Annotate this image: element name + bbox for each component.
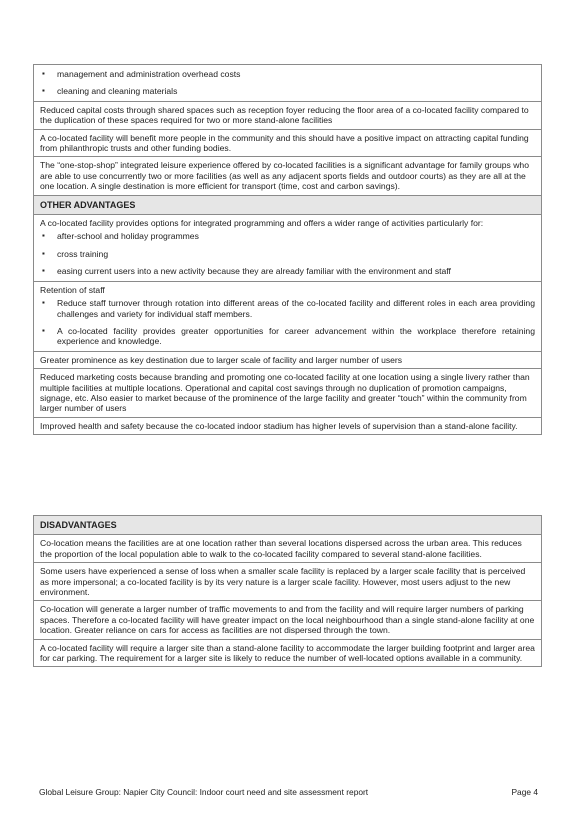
bullet-list (40, 231, 535, 276)
table-row (34, 563, 541, 601)
bullet-list (40, 69, 535, 97)
table-row (34, 418, 541, 434)
paragraph: The “one-stop-shop” integrated leisure experience offered by co-located facilities is a significant advantage for family groups who are able to use concurrently two or more facilities (as well as any adjacent sports fields and outdoor courts) as they are all at the one location. A single destination is more efficient for transport (time, cost and carbon savings). (40, 160, 529, 192)
paragraph: A co-located facility will require a larger site than a stand-alone facility to accommodate the larger building footprint and larger area for car parking. The requirement for a larger site is likely to reduce the number of well-located options available in a community. (40, 642, 535, 664)
paragraph: Co-location means the facilities are at one location rather than several locations dispersed across the urban area. This reduces the proportion of the local population able to walk to the co-located facility compared to several stand-alone facilities. (40, 538, 522, 559)
list-item: ▪ cleaning and cleaning materials (40, 86, 535, 96)
retention-cell (34, 282, 541, 352)
disadvantages-table (33, 515, 542, 667)
table-row (34, 640, 541, 667)
paragraph: A co-located facility will benefit more people in the community and this should have a positive impact on attracting capital funding from philanthropic trusts and other funding bodies. (40, 132, 529, 154)
table-row (34, 352, 541, 369)
list-item: ▪ Reduce staff turnover through rotation into different areas of the co-located facility and different roles in each area providing challenges and variety for individual staff members. (40, 298, 535, 319)
advantages-table (33, 64, 542, 435)
paragraph: Reduced capital costs through shared spaces such as reception foyer reducing the floor area of a co-located facility compared to the duplication of these spaces required for two or more stand-alone facilities (40, 104, 529, 126)
list-item: ▪ management and administration overhead costs (40, 69, 535, 79)
table-row (34, 369, 541, 418)
paragraph: Greater prominence as key destination due to larger scale of facility and larger number of users (40, 354, 403, 365)
list-item: ▪ A co-located facility provides greater opportunities for career advancement within the workplace therefore retaining experience and knowledge. (40, 326, 535, 347)
page-footer (39, 787, 538, 797)
paragraph: Reduced marketing costs because branding and promoting one co-located facility at one location using a single livery rather than multiple facilities at multiple locations. Operational and capital cost savings through no duplication of promotion campaigns, signage, etc. Also easier to market because of the prominence of the large facility and greater “touch” within the community from larger number of users (40, 372, 530, 414)
list-item: ▪ after-school and holiday programmes (40, 231, 535, 241)
paragraph: A co-located facility provides options for integrated programming and offers a wider range of activities particularly for: (40, 218, 484, 229)
table-row (34, 102, 541, 130)
paragraph: Some users have experienced a sense of loss when a smaller scale facility is replaced by a larger scale facility that is perceived as more impersonal; a co-located facility is by its very nature is a larger scale facility. However, most users adjust to the new environment. (40, 566, 526, 598)
top-bullets-cell (34, 65, 541, 102)
table-row (34, 157, 541, 195)
table-row (34, 601, 541, 639)
bullet-list (40, 298, 535, 347)
other-advantages-heading: OTHER ADVANTAGES (34, 196, 541, 215)
table-row (34, 130, 541, 158)
paragraph: Retention of staff (40, 284, 105, 295)
paragraph: Improved health and safety because the co-located indoor stadium has higher levels of supervision than a stand-alone facility. (40, 420, 518, 431)
paragraph: Co-location will generate a larger number of traffic movements to and from the facility and will require larger numbers of parking spaces. Therefore a co-located facility will have greater impact on the local neighbourhood than a single stand-alone facility at one location. Greater reliance on cars for access as facilities are not dispersed through the town. (40, 604, 535, 636)
footer-title: Global Leisure Group: Napier City Council: Indoor court need and site assessment report (39, 787, 369, 797)
programming-cell (34, 215, 541, 282)
disadvantages-heading: DISADVANTAGES (34, 516, 541, 535)
list-item: ▪ cross training (40, 249, 535, 259)
page-number: Page 4 (511, 787, 538, 797)
table-row (34, 535, 541, 563)
list-item: ▪ easing current users into a new activity because they are already familiar with the environment and staff (40, 266, 535, 276)
